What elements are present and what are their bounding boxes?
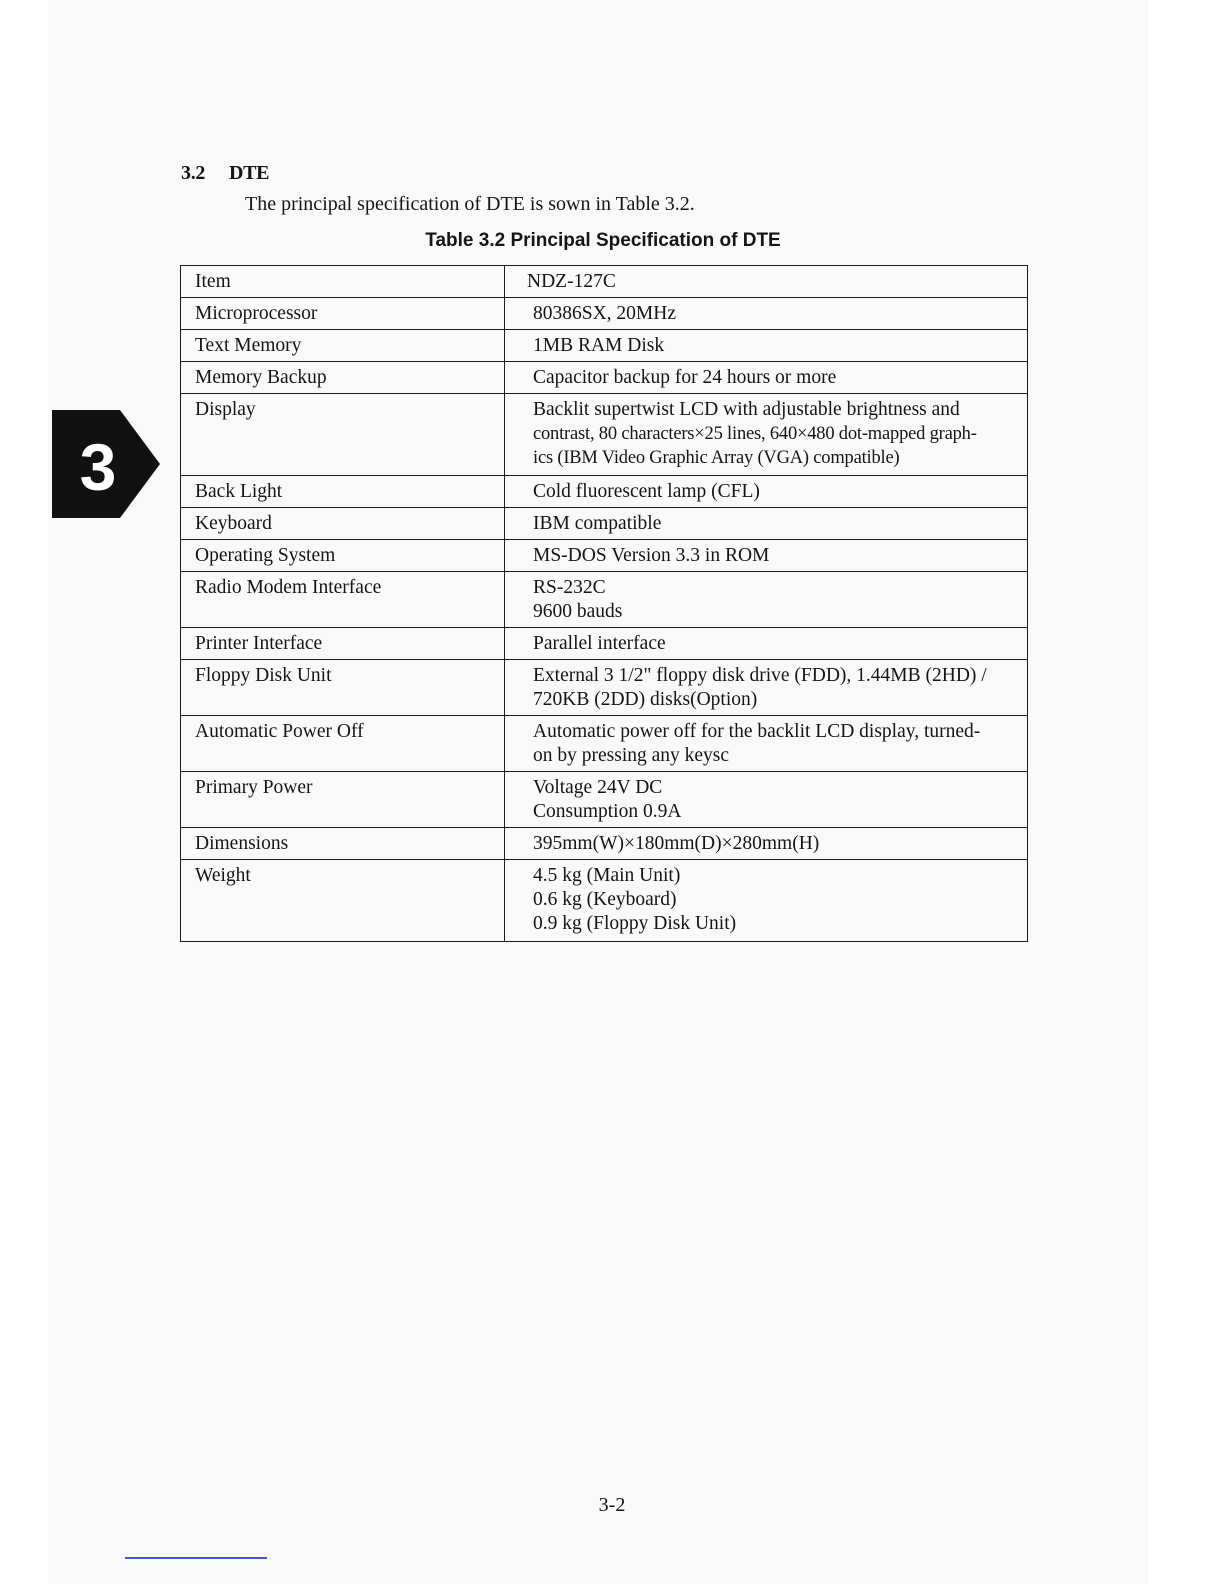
row-value-line: 395mm(W)×180mm(D)×280mm(H) — [533, 833, 820, 854]
row-item-cell: Automatic Power Off — [181, 716, 505, 772]
row-item-cell: Printer Interface — [181, 628, 505, 660]
row-value-cell — [505, 362, 1028, 394]
section-heading — [181, 162, 269, 185]
row-item-cell: Dimensions — [181, 828, 505, 860]
row-value-cell — [505, 628, 1028, 660]
header-item-cell: Item — [181, 266, 505, 298]
row-value-line: Capacitor backup for 24 hours or more — [533, 367, 837, 388]
row-value-line: Consumption 0.9A — [533, 801, 682, 822]
row-value-line: 0.6 kg (Keyboard) — [533, 889, 677, 910]
row-value-line: ics (IBM Video Graphic Array (VGA) compatible) — [533, 448, 900, 468]
row-item-cell: Microprocessor — [181, 298, 505, 330]
row-value-line: IBM compatible — [533, 513, 662, 534]
row-item-cell: Memory Backup — [181, 362, 505, 394]
row-value-line: 1MB RAM Disk — [533, 335, 665, 356]
row-value-line: Cold fluorescent lamp (CFL) — [533, 481, 760, 502]
row-value-cell — [505, 508, 1028, 540]
row-value-line: 9600 bauds — [533, 601, 623, 622]
row-value-line: 4.5 kg (Main Unit) — [533, 865, 681, 886]
spec-table-body — [181, 266, 1028, 942]
table-row — [181, 660, 1028, 716]
chapter-tab-number: 3 — [79, 430, 117, 504]
row-item-cell: Text Memory — [181, 330, 505, 362]
row-value-cell — [505, 476, 1028, 508]
row-value-line: MS-DOS Version 3.3 in ROM — [533, 545, 770, 566]
row-item-cell: Primary Power — [181, 772, 505, 828]
row-value-line: 80386SX, 20MHz — [533, 303, 677, 324]
row-value-cell — [505, 860, 1028, 942]
row-value-line: Parallel interface — [533, 633, 666, 654]
table-row — [181, 394, 1028, 476]
row-value-line: Backlit supertwist LCD with adjustable brightness and — [533, 399, 960, 420]
row-value-cell — [505, 572, 1028, 628]
section-title: DTE — [229, 162, 270, 184]
row-value-line: External 3 1/2" floppy disk drive (FDD), 1.44MB (2HD) / — [533, 665, 987, 686]
row-item-cell: Keyboard — [181, 508, 505, 540]
spec-table — [180, 265, 1028, 942]
table-row — [181, 572, 1028, 628]
header-model-cell — [505, 266, 1028, 298]
row-value-line: contrast, 80 characters×25 lines, 640×480 dot-mapped graph- — [533, 424, 977, 444]
row-item-cell: Radio Modem Interface — [181, 572, 505, 628]
table-row — [181, 540, 1028, 572]
table-row — [181, 298, 1028, 330]
row-value-line: on by pressing any keysc — [533, 745, 730, 766]
row-item-cell: Back Light — [181, 476, 505, 508]
row-value-cell — [505, 330, 1028, 362]
table-row — [181, 860, 1028, 942]
section-number: 3.2 — [181, 162, 206, 184]
table-row — [181, 362, 1028, 394]
row-item-cell: Floppy Disk Unit — [181, 660, 505, 716]
chapter-tab-marker — [52, 410, 160, 518]
row-value-line: 720KB (2DD) disks(Option) — [533, 689, 758, 710]
header-model-line: NDZ-127C — [527, 271, 616, 292]
row-value-line: Voltage 24V DC — [533, 777, 663, 798]
row-value-cell — [505, 298, 1028, 330]
row-value-line: Automatic power off for the backlit LCD display, turned- — [533, 721, 981, 742]
row-value-cell — [505, 716, 1028, 772]
row-value-cell — [505, 540, 1028, 572]
intro-paragraph: The principal specification of DTE is sown in Table 3.2. — [245, 193, 695, 215]
table-row — [181, 772, 1028, 828]
row-value-cell — [505, 394, 1028, 476]
table-header-row — [181, 266, 1028, 298]
table-row — [181, 628, 1028, 660]
row-item-cell: Operating System — [181, 540, 505, 572]
row-value-line: RS-232C — [533, 577, 606, 598]
row-value-line: 0.9 kg (Floppy Disk Unit) — [533, 913, 737, 934]
row-value-cell — [505, 660, 1028, 716]
page-number: 3-2 — [598, 1494, 626, 1516]
row-value-cell — [505, 772, 1028, 828]
table-caption: Table 3.2 Principal Specification of DTE — [425, 230, 781, 251]
table-row — [181, 508, 1028, 540]
row-value-cell — [505, 828, 1028, 860]
row-item-cell: Weight — [181, 860, 505, 942]
table-row — [181, 476, 1028, 508]
table-row — [181, 716, 1028, 772]
bottom-rule — [125, 1557, 267, 1559]
table-row — [181, 330, 1028, 362]
table-row — [181, 828, 1028, 860]
row-item-cell: Display — [181, 394, 505, 476]
